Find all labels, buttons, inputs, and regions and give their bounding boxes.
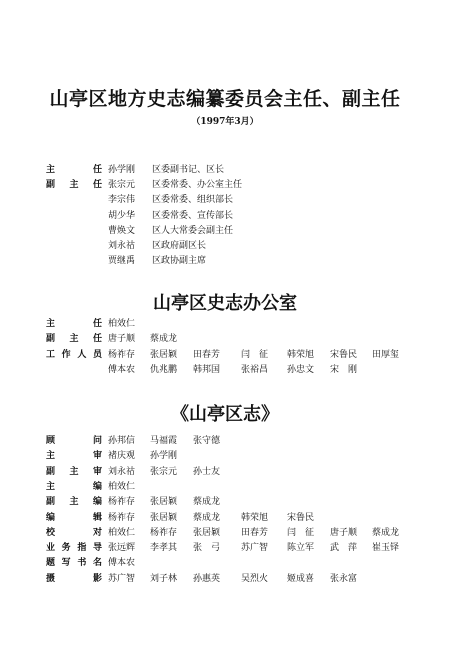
person-name: 韩荣旭	[241, 512, 269, 523]
date-note: （1997年3月）	[191, 117, 259, 127]
person-name: 胡少华	[108, 210, 136, 221]
role-label: 主 任	[46, 165, 102, 175]
committee-row	[0, 178, 450, 192]
role-label: 主 审	[46, 451, 102, 462]
person-name: 杨祚存	[108, 349, 136, 360]
person-post: 区人大常委会副主任	[152, 225, 234, 236]
office-title: 山亭区史志办公室	[153, 293, 297, 314]
person-name: 宋鲁民	[287, 512, 315, 523]
person-name: 蔡成龙	[193, 512, 221, 523]
person-name: 孙学刚	[108, 165, 136, 175]
role-label: 主 编	[46, 481, 102, 492]
gazetteer-title: 《山亭区志》	[171, 404, 279, 425]
person-post: 区委常委、办公室主任	[152, 180, 243, 191]
person-name: 李孝其	[150, 543, 178, 554]
person-name: 杨祚存	[108, 512, 136, 523]
person-name: 柏效仁	[108, 481, 136, 492]
staff-row	[0, 317, 450, 331]
person-name: 张裕昌	[241, 364, 269, 375]
person-name: 孙惠英	[193, 573, 221, 584]
role-label: 工作人员	[46, 349, 102, 360]
person-name: 蔡成龙	[193, 497, 221, 508]
staff-row	[0, 511, 450, 525]
page-title: 山亭区地方史志编纂委员会主任、副主任	[49, 88, 401, 110]
person-name: 孙学刚	[150, 451, 178, 462]
person-name: 仇兆鹏	[150, 364, 178, 375]
staff-row	[0, 348, 450, 362]
staff-row	[0, 526, 450, 540]
staff-row	[0, 434, 450, 448]
staff-row	[0, 556, 450, 570]
person-name: 田厚玺	[372, 349, 400, 360]
person-name: 张永富	[330, 573, 358, 584]
staff-row	[0, 480, 450, 494]
person-name: 刘永祜	[108, 466, 136, 477]
person-name: 柏效仁	[108, 527, 136, 538]
committee-row	[0, 224, 450, 238]
role-label: 校 对	[46, 527, 102, 538]
person-name: 韩邦国	[193, 364, 221, 375]
committee-row	[0, 163, 450, 177]
person-name: 刘子林	[150, 573, 178, 584]
committee-row	[0, 193, 450, 207]
person-name: 闫 征	[287, 527, 315, 538]
person-name: 贾继禹	[108, 256, 136, 267]
person-post: 区委常委、宣传部长	[152, 210, 234, 221]
person-post: 区委常委、组织部长	[152, 195, 234, 206]
committee-row	[0, 239, 450, 253]
staff-row	[0, 449, 450, 463]
staff-row	[0, 332, 450, 346]
person-name: 杨祚存	[108, 497, 136, 508]
person-name: 武 萍	[330, 543, 358, 554]
person-name: 傅本农	[108, 364, 136, 375]
person-name: 张守德	[193, 436, 221, 446]
role-label: 副主编	[46, 497, 102, 508]
role-label: 摄 影	[46, 573, 102, 584]
role-label: 副主任	[46, 334, 102, 345]
person-name: 孙忠文	[287, 364, 315, 375]
role-label: 编 辑	[46, 512, 102, 523]
person-name: 张居颖	[150, 497, 178, 508]
staff-row	[0, 465, 450, 479]
person-name: 宋 刚	[330, 364, 358, 375]
staff-row	[0, 541, 450, 555]
role-label: 主 任	[46, 319, 102, 329]
person-name: 张宗元	[108, 180, 136, 191]
role-label: 副主任	[46, 180, 102, 191]
person-name: 苏广智	[241, 543, 269, 554]
person-post: 区政协副主席	[152, 256, 207, 267]
role-label: 业务指导	[46, 543, 102, 554]
person-name: 吴烈火	[241, 573, 269, 584]
person-name: 曹焕文	[108, 225, 136, 236]
person-name: 褚庆观	[108, 451, 136, 462]
person-name: 崔玉铎	[372, 543, 400, 554]
person-name: 张远辉	[108, 543, 136, 554]
person-name: 杨祚存	[150, 527, 178, 538]
person-name: 闫 征	[241, 349, 269, 360]
person-name: 张居颖	[150, 512, 178, 523]
person-name: 蔡成龙	[372, 527, 400, 538]
staff-row	[0, 495, 450, 509]
staff-row	[0, 572, 450, 586]
person-name: 傅本农	[108, 558, 136, 569]
person-name: 苏广智	[108, 573, 136, 584]
person-post: 区政府副区长	[152, 241, 207, 251]
staff-row	[0, 363, 450, 377]
role-label: 副主审	[46, 466, 102, 477]
person-name: 田春芳	[241, 527, 269, 538]
person-name: 孙邦信	[108, 436, 136, 446]
person-name: 姬成喜	[287, 573, 315, 584]
role-label: 题写书名	[46, 558, 102, 569]
person-post: 区委副书记、区长	[152, 165, 225, 175]
person-name: 蔡成龙	[150, 334, 178, 345]
person-name: 田春芳	[193, 349, 221, 360]
role-label: 顾 问	[46, 436, 102, 446]
person-name: 刘永祜	[108, 241, 136, 251]
person-name: 孙士友	[193, 466, 221, 477]
person-name: 陈立军	[287, 543, 315, 554]
person-name: 李宗伟	[108, 195, 136, 206]
person-name: 韩荣旭	[287, 349, 315, 360]
person-name: 唐子顺	[330, 527, 358, 538]
committee-row	[0, 209, 450, 223]
person-name: 宋鲁民	[330, 349, 358, 360]
person-name: 张居颖	[150, 349, 178, 360]
person-name: 张居颖	[193, 527, 221, 538]
person-name: 张 弓	[193, 543, 221, 554]
person-name: 马福霞	[150, 436, 178, 446]
person-name: 柏效仁	[108, 319, 136, 329]
person-name: 唐子顺	[108, 334, 136, 345]
committee-row	[0, 254, 450, 268]
person-name: 张宗元	[150, 466, 178, 477]
